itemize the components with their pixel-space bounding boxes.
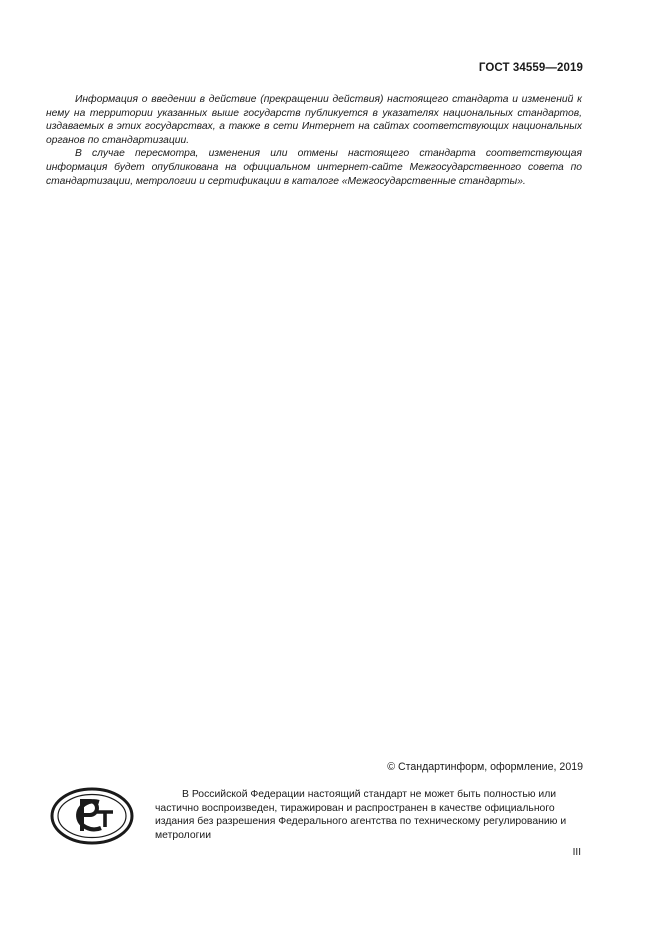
gost-r-logo-svg [50, 787, 134, 845]
page-number: III [572, 847, 581, 858]
copyright-notice [155, 788, 585, 842]
header-standard-code: ГОСТ 34559—2019 [478, 62, 583, 74]
paragraph-publication-info: Информация о введении в действие (прекращении действия) настоящего стандарта и изменений к нему на территории указанных выше государств публикуется в указателях национальных стандартов, издаваемых в этих государствах, а также в сети Интернет на сайтах соответствующих национальных органов по стандартизации. [46, 94, 582, 146]
gost-r-certification-mark-icon [50, 787, 134, 845]
copyright-notice-text: В Российской Федерации настоящий стандарт не может быть полностью или частично воспроизведен, тиражирован и распространен в качестве официального издания без разрешения Федерального агентства по техническому регулированию и метрологии [155, 789, 567, 841]
body-text [46, 93, 582, 188]
paragraph-revision-info: В случае пересмотра, изменения или отмены настоящего стандарта соответствующая информация будет опубликована на официальном интернет-сайте Межгосударственного совета по стандартизации, метрологии и сертификации в каталоге «Межгосударственные стандарты». [46, 148, 582, 187]
copyright-line: © Стандартинформ, оформление, 2019 [387, 761, 583, 773]
